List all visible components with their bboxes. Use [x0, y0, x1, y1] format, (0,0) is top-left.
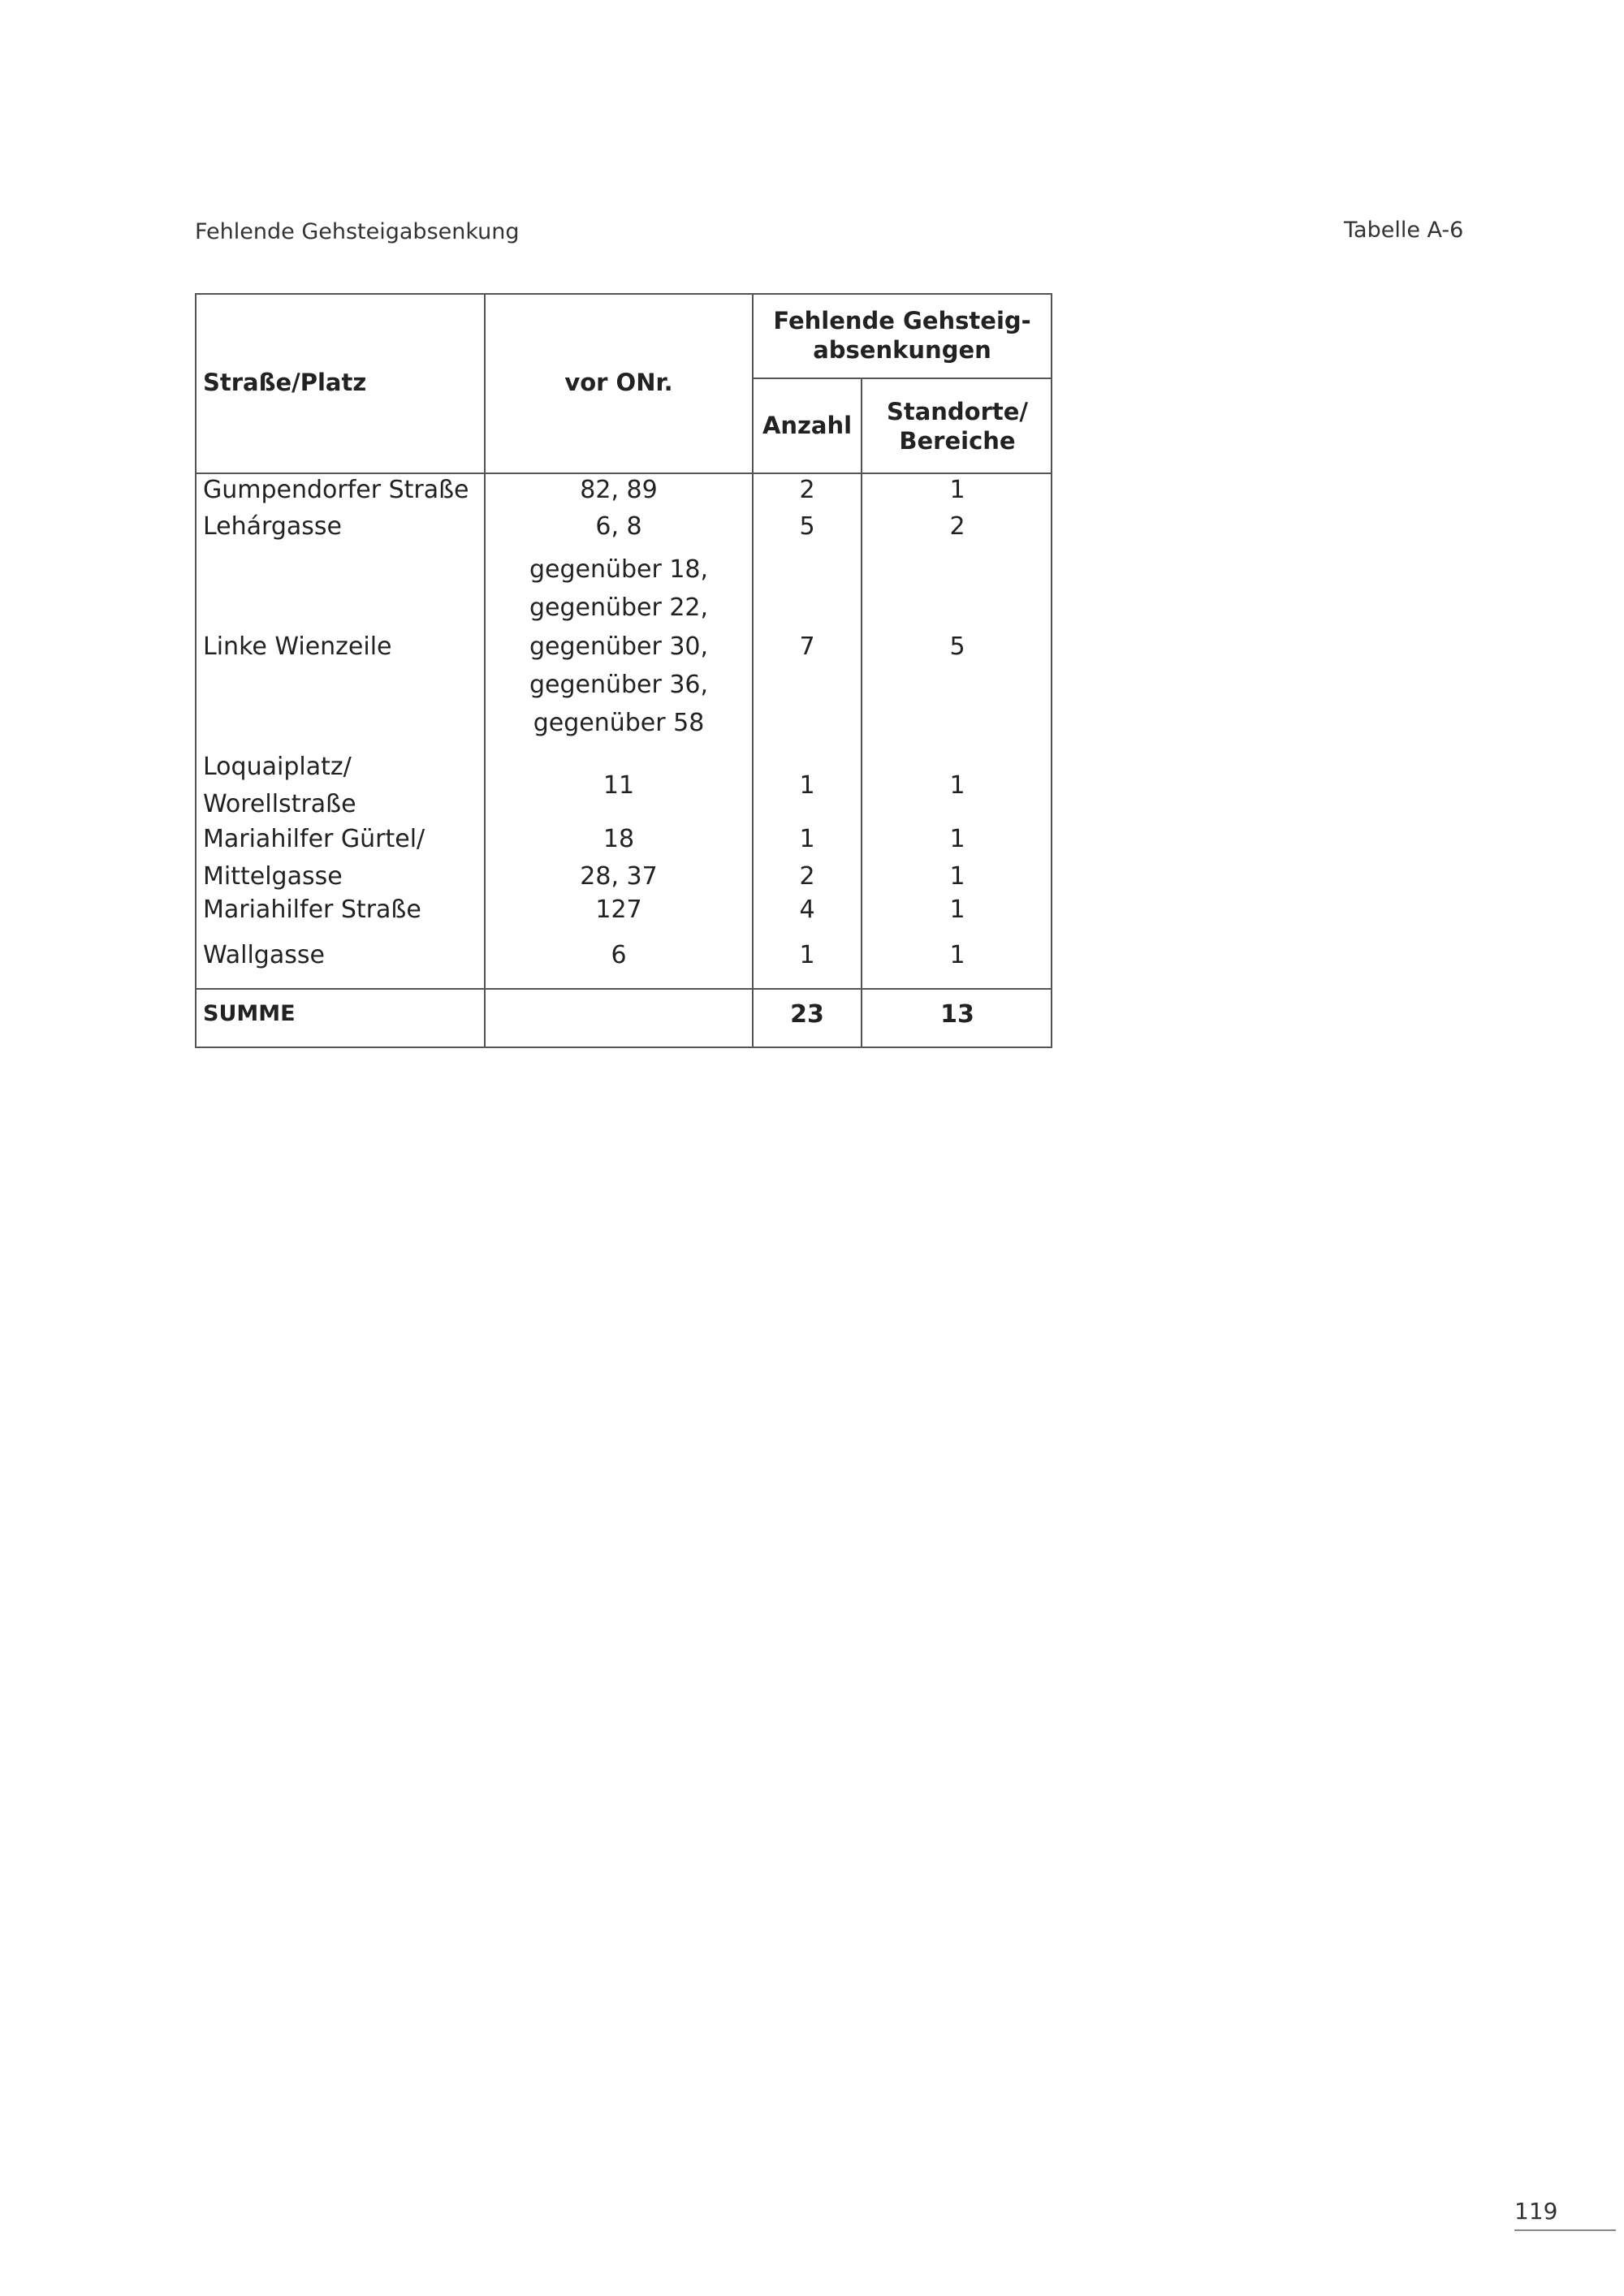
curb-ramp-table — [195, 293, 1052, 1048]
row-3-house-no-5: gegenüber 58 — [533, 709, 705, 737]
row-5-locations: 1 — [949, 825, 965, 853]
row-2-count: 5 — [799, 512, 815, 541]
row-1-house-no: 82, 89 — [580, 476, 658, 504]
page-number-rule — [1514, 2229, 1616, 2231]
header-house-no: vor ONr. — [564, 369, 673, 396]
row-2-locations: 2 — [949, 512, 965, 541]
row-5-count: 1 — [799, 825, 815, 853]
row-4-street-1: Loquaiplatz/ — [203, 753, 352, 781]
row-3-count: 7 — [799, 632, 815, 661]
table-border-top — [195, 293, 1052, 295]
row-3-house-no-1: gegenüber 18, — [529, 555, 709, 584]
header-locations: Standorte/ Bereiche — [886, 398, 1029, 455]
row-3-house-no-2: gegenüber 22, — [529, 593, 709, 622]
row-1-street: Gumpendorfer Straße — [203, 476, 469, 504]
row-6-house-no: 28, 37 — [580, 862, 658, 891]
row-3-locations: 5 — [949, 632, 965, 661]
row-4-street-2: Worellstraße — [203, 790, 356, 818]
row-3-house-no-3: gegenüber 30, — [529, 632, 709, 661]
row-7-locations: 1 — [949, 896, 965, 924]
header-bottom-separator — [195, 473, 1052, 474]
col-separator-2 — [752, 293, 754, 1048]
row-8-locations: 1 — [949, 941, 965, 969]
row-5-street: Mariahilfer Gürtel/ — [203, 825, 425, 853]
row-3-house-no-4: gegenüber 36, — [529, 671, 709, 699]
header-group-separator — [752, 378, 1052, 379]
page-number: 119 — [1514, 2198, 1558, 2225]
total-count: 23 — [790, 1000, 824, 1029]
row-4-count: 1 — [799, 771, 815, 800]
header-group: Fehlende Gehsteig- absenkungen — [773, 307, 1031, 364]
header-street: Straße/Platz — [203, 369, 367, 396]
page-caption: Fehlende Gehsteigabsenkung — [195, 219, 520, 244]
row-7-count: 4 — [799, 896, 815, 924]
row-8-house-no: 6 — [611, 941, 627, 969]
row-7-street: Mariahilfer Straße — [203, 896, 421, 924]
row-7-house-no: 127 — [595, 896, 642, 924]
row-8-street: Wallgasse — [203, 941, 325, 969]
row-4-house-no: 11 — [603, 771, 635, 800]
table-border-left — [195, 293, 197, 1048]
row-2-street: Lehárgasse — [203, 512, 342, 541]
row-6-locations: 1 — [949, 862, 965, 891]
row-3-street: Linke Wienzeile — [203, 632, 392, 661]
table-reference: Tabelle A-6 — [1344, 218, 1464, 243]
total-label: SUMME — [203, 1001, 296, 1026]
row-5-house-no: 18 — [603, 825, 635, 853]
row-4-locations: 1 — [949, 771, 965, 800]
table-border-bottom — [195, 1047, 1052, 1048]
total-separator — [195, 988, 1052, 990]
total-locations: 13 — [940, 1000, 974, 1029]
row-1-locations: 1 — [949, 476, 965, 504]
row-1-count: 2 — [799, 476, 815, 504]
row-6-street: Mittelgasse — [203, 862, 343, 891]
row-2-house-no: 6, 8 — [595, 512, 642, 541]
header-count: Anzahl — [762, 412, 853, 439]
row-8-count: 1 — [799, 941, 815, 969]
row-6-count: 2 — [799, 862, 815, 891]
